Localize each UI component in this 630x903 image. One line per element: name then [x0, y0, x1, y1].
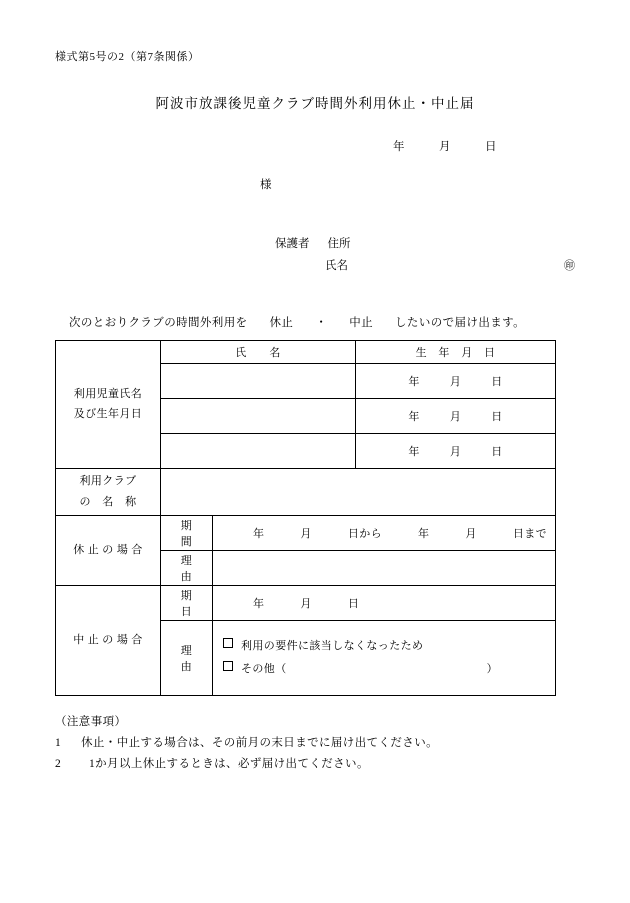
dob-year: 年 [408, 445, 420, 458]
date-month: 月 [439, 141, 451, 153]
addressee: 様 [260, 179, 272, 191]
stop-section-label: 中 止 の 場 合 [56, 585, 161, 695]
club-name-label [56, 468, 161, 515]
note-text: 休止・中止する場合は、その前月の末日までに届け出てください。 [81, 736, 438, 749]
club-label-line2: の 名 称 [79, 495, 137, 508]
suspend-reason-label: 理 由 [161, 550, 213, 585]
period-day-from: 日から [347, 527, 383, 540]
header-name: 氏 名 [161, 340, 356, 363]
table-row [56, 585, 556, 620]
club-label-line1: 利用クラブ [79, 475, 137, 488]
intro-separator: ・ [315, 316, 328, 329]
suspend-period-label: 期 間 [161, 515, 213, 550]
dob-year: 年 [408, 410, 420, 423]
period-day-to: 日まで [512, 527, 548, 540]
guardian-block [55, 234, 575, 278]
stop-reason-option2-label: その他（ [241, 662, 287, 675]
dob-day: 日 [491, 410, 503, 423]
child-dob-input-3[interactable] [356, 433, 556, 468]
suspend-period-input[interactable] [213, 515, 556, 550]
table-row [56, 468, 556, 515]
header-dob: 生 年 月 日 [356, 340, 556, 363]
intro-part2: したいので届け出ます。 [395, 316, 526, 329]
intro-option-stop[interactable]: 中止 [349, 316, 374, 329]
guardian-address-row [275, 234, 575, 256]
note-item [55, 754, 575, 775]
intro-part1: 次のとおりクラブの時間外利用を [69, 316, 248, 329]
stop-reason-option-1[interactable] [223, 635, 545, 658]
seal-icon: ㊞ [564, 259, 575, 272]
stop-reason-option2-close: ） [486, 662, 499, 675]
notes-title: （注意事項） [55, 715, 127, 728]
note-item [55, 733, 575, 754]
dob-month: 月 [449, 375, 462, 388]
stop-year: 年 [253, 597, 265, 610]
child-dob-input-1[interactable] [356, 363, 556, 398]
dob-month: 月 [449, 445, 462, 458]
note-number: 2 [55, 758, 62, 771]
child-name-input-3[interactable] [161, 433, 356, 468]
stop-reason-option-2[interactable] [223, 658, 545, 681]
note-number: 1 [55, 736, 62, 749]
stop-reason-option1-label: 利用の要件に該当しなくなったため [241, 639, 424, 652]
child-name-input-2[interactable] [161, 398, 356, 433]
intro-option-suspend[interactable]: 休止 [269, 316, 294, 329]
period-month2: 月 [465, 527, 477, 540]
dob-day: 日 [491, 445, 503, 458]
date-year: 年 [393, 141, 405, 153]
dob-month: 月 [449, 410, 462, 423]
table-row [56, 340, 556, 363]
stop-month: 月 [300, 597, 312, 610]
child-label-line2: 及び生年月日 [73, 408, 143, 421]
checkbox-icon[interactable] [223, 661, 233, 671]
date-day: 日 [485, 141, 497, 153]
guardian-name-row [275, 256, 575, 278]
period-year: 年 [253, 527, 265, 540]
child-dob-input-2[interactable] [356, 398, 556, 433]
club-name-input[interactable] [161, 468, 556, 515]
date-line [55, 138, 575, 154]
stop-date-input[interactable] [213, 585, 556, 620]
checkbox-icon[interactable] [223, 638, 233, 648]
child-name-input-1[interactable] [161, 363, 356, 398]
application-table [55, 340, 556, 696]
guardian-name-label: 氏名 [325, 259, 348, 272]
notes-section [55, 712, 575, 776]
table-row [56, 515, 556, 550]
stop-reason-label: 理 由 [161, 620, 213, 695]
guardian-address-label: 住所 [327, 238, 351, 250]
dob-year: 年 [408, 375, 420, 388]
suspend-reason-input[interactable] [213, 550, 556, 585]
period-month: 月 [300, 527, 312, 540]
period-year2: 年 [418, 527, 430, 540]
guardian-label: 保護者 [275, 238, 310, 250]
stop-date-label: 期 日 [161, 585, 213, 620]
child-label-line1: 利用児童氏名 [73, 387, 143, 400]
document-title: 阿波市放課後児童クラブ時間外利用休止・中止届 [155, 96, 475, 111]
stop-reason-options [213, 620, 556, 695]
suspend-section-label: 休 止 の 場 合 [56, 515, 161, 585]
dob-day: 日 [491, 375, 503, 388]
child-info-label [56, 340, 161, 468]
intro-sentence [55, 314, 575, 330]
stop-day: 日 [347, 597, 360, 610]
form-number: 様式第5号の2（第7条関係） [55, 51, 200, 63]
note-text: 1か月以上休止するときは、必ず届け出てください。 [89, 758, 369, 771]
